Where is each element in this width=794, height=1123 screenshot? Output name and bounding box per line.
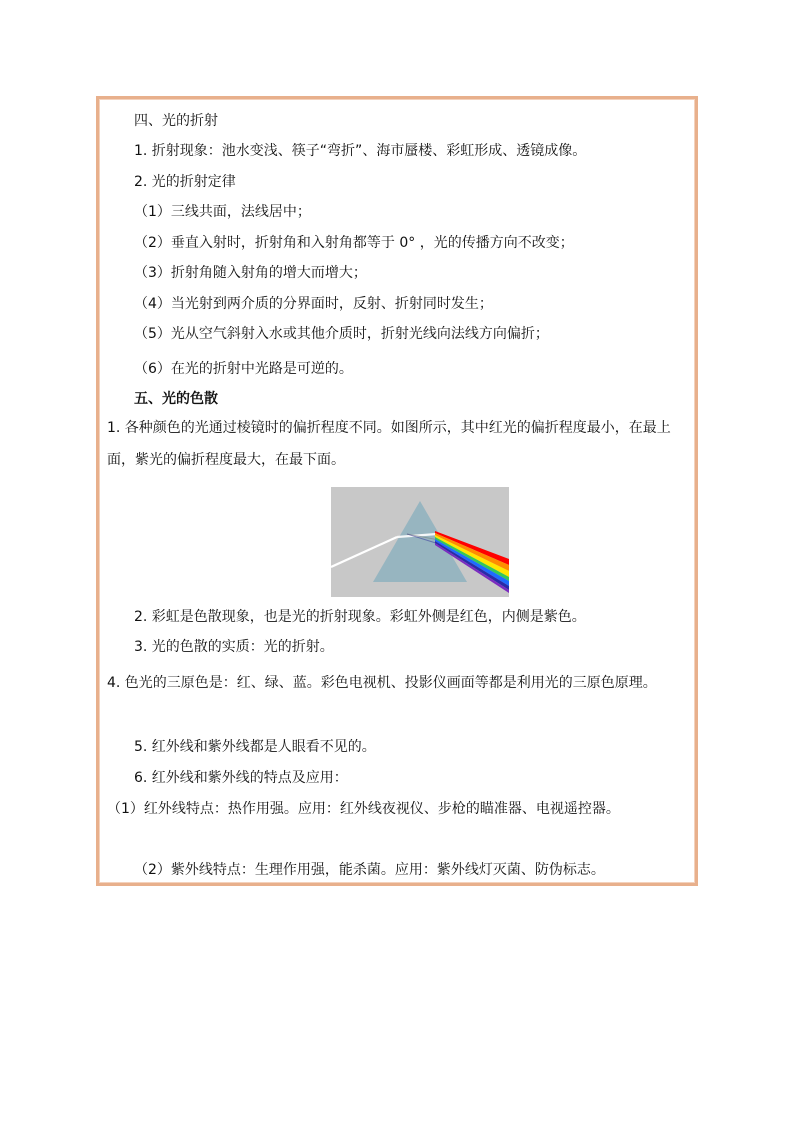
law-item-3: （3）折射角随入射角的增大而增大；: [134, 265, 367, 281]
dispersion-item-4: 4. 色光的三原色是：红、绿、蓝。彩色电视机、投影仪画面等都是利用光的三原色原理。: [107, 675, 657, 691]
law-item-2: （2）垂直入射时，折射角和入射角都等于 0° ，光的传播方向不改变；: [134, 235, 574, 251]
section-5-title: 五、光的色散: [134, 391, 218, 407]
refraction-law-heading: 2. 光的折射定律: [134, 174, 236, 190]
ultraviolet-application: （2）紫外线特点：生理作用强，能杀菌。应用：紫外线灯灭菌、防伪标志。: [134, 862, 605, 878]
refraction-phenomena: 1. 折射现象：池水变浅、筷子“弯折”、海市蜃楼、彩虹形成、透镜成像。: [134, 143, 587, 159]
law-item-5: （5）光从空气斜射入水或其他介质时，折射光线向法线方向偏折；: [134, 326, 549, 342]
content-frame: [96, 96, 698, 886]
dispersion-item-1: 1. 各种颜色的光通过棱镜时的偏折程度不同。如图所示，其中红光的偏折程度最小，在最上面，紫光的偏折程度最大，在最下面。: [107, 420, 671, 468]
dispersion-item-3: 3. 光的色散的实质：光的折射。: [134, 639, 334, 655]
section-4-title: 四、光的折射: [134, 113, 218, 129]
dispersion-item-5: 5. 红外线和紫外线都是人眼看不见的。: [134, 739, 376, 755]
prism-dispersion-illustration: [331, 487, 509, 597]
law-item-1: （1）三线共面，法线居中；: [134, 204, 311, 220]
dispersion-item-2: 2. 彩虹是色散现象，也是光的折射现象。彩虹外侧是红色，内侧是紫色。: [134, 609, 586, 625]
dispersion-item-6: 6. 红外线和紫外线的特点及应用：: [134, 770, 348, 786]
prism-dispersion-figure: [331, 487, 509, 597]
law-item-6: （6）在光的折射中光路是可逆的。: [134, 361, 353, 377]
law-item-4: （4）当光射到两介质的分界面时，反射、折射同时发生；: [134, 296, 493, 312]
infrared-application: （1）红外线特点：热作用强。应用：红外线夜视仪、步枪的瞄准器、电视遥控器。: [107, 801, 620, 817]
